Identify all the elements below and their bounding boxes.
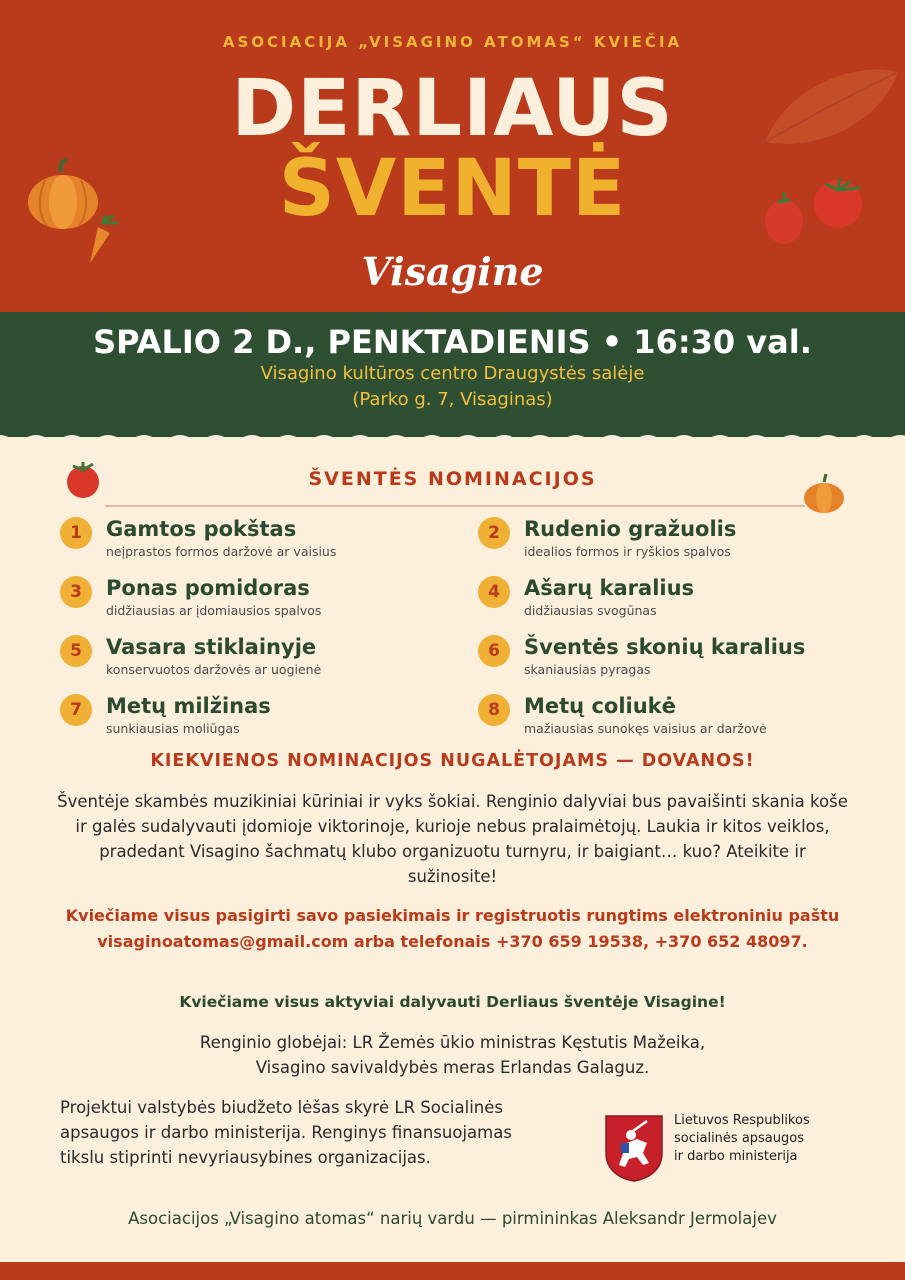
- nomination-item: [60, 692, 440, 746]
- nomination-desc: sunkiausias moliūgas: [106, 721, 240, 736]
- nomination-desc: didžiausias ar įdomiausios spalvos: [106, 603, 322, 618]
- nomination-name: Metų coliukė: [524, 694, 676, 718]
- patrons-line-1: Renginio globėjai: LR Žemės ūkio ministras Kęstutis Mažeika,: [199, 1033, 706, 1052]
- nomination-number: 1: [60, 517, 92, 549]
- nomination-number: 7: [60, 694, 92, 726]
- event-date-time: SPALIO 2 D., PENKTADIENIS • 16:30 val.: [93, 323, 812, 361]
- patrons: [0, 1030, 905, 1080]
- organizer-kicker: ASOCIACIJA „VISAGINO ATOMAS“ KVIEČIA: [222, 33, 683, 51]
- nomination-item: [478, 633, 858, 687]
- ministry-line-2: socialinės apsaugos: [674, 1131, 804, 1146]
- ministry-line-1: Lietuvos Respublikos: [674, 1113, 810, 1128]
- venue-line-1: Visagino kultūros centro Draugystės salėje: [260, 363, 645, 384]
- nomination-number: 8: [478, 694, 510, 726]
- nomination-desc: skaniausias pyragas: [524, 662, 651, 677]
- patrons-line-2: Visagino savivaldybės meras Erlandas Galaguz.: [255, 1058, 650, 1077]
- nomination-name: Ponas pomidoras: [106, 576, 310, 600]
- nomination-name: Rudenio gražuolis: [524, 517, 737, 541]
- invitation-line: Kviečiame visus aktyviai dalyvauti Derliaus šventėje Visagine!: [179, 993, 726, 1011]
- nomination-name: Gamtos pokštas: [106, 517, 297, 541]
- location-script: Visagine: [361, 249, 544, 294]
- nomination-desc: mažiausias sunokęs vaisius ar daržovė: [524, 721, 767, 736]
- signature-line: Asociacijos „Visagino atomas“ narių vardu — pirmininkas Aleksandr Jermolajev: [128, 1209, 777, 1228]
- ministry-coat-of-arms-icon: [603, 1113, 665, 1183]
- nomination-name: Šventės skonių karalius: [524, 635, 806, 659]
- nominations-divider: [105, 505, 805, 507]
- ministry-name: [674, 1112, 810, 1166]
- nomination-item: [60, 633, 440, 687]
- scalloped-divider: [0, 420, 905, 456]
- nomination-desc: idealios formos ir ryškios spalvos: [524, 544, 731, 559]
- nomination-item: [60, 574, 440, 628]
- nomination-number: 3: [60, 576, 92, 608]
- nomination-number: 4: [478, 576, 510, 608]
- nomination-number: 6: [478, 635, 510, 667]
- nomination-number: 2: [478, 517, 510, 549]
- prizes-banner: KIEKVIENOS NOMINACIJOS NUGALĖTOJAMS — DOVANOS!: [150, 751, 755, 771]
- nomination-desc: konservuotos daržovės ar uogienė: [106, 662, 322, 677]
- nomination-item: [478, 515, 858, 569]
- nomination-desc: didžiausias svogūnas: [524, 603, 657, 618]
- nomination-desc: neįprastos formos daržovė ar vaisius: [106, 544, 337, 559]
- nomination-item: [60, 515, 440, 569]
- nomination-item: [478, 692, 858, 746]
- registration-info: Kviečiame visus pasigirti savo pasiekimais ir registruotis rungtims elektroniniu paštu visaginoatomas@gmail.com arba telefonais +370 659 19538, +370 652 48097.: [65, 906, 840, 951]
- nomination-number: 5: [60, 635, 92, 667]
- nomination-item: [478, 574, 858, 628]
- nominations-title: ŠVENTĖS NOMINACIJOS: [308, 468, 597, 490]
- event-description: Šventėje skambės muzikiniai kūriniai ir vyks šokiai. Renginio dalyviai bus pavaišinti skania koše ir galės sudalyvauti įdomioje viktorinoje, kurioje nebus pralaimėtojų. Laukia ir kitos veiklos, pradedant Visagino šachmatų klubo organizuotu turnyru, ir baigiant… kuo? Ateikite ir sužinosite!: [57, 792, 848, 886]
- title-line-1: DERLIAUS: [231, 64, 674, 154]
- nomination-name: Metų milžinas: [106, 694, 271, 718]
- nomination-name: Vasara stiklainyje: [106, 635, 317, 659]
- venue-line-2: (Parko g. 7, Visaginas): [352, 389, 553, 410]
- title-line-2: ŠVENTĖ: [278, 144, 627, 234]
- bottom-bar: [0, 1262, 905, 1280]
- ministry-line-3: ir darbo ministerija: [674, 1149, 798, 1164]
- nomination-name: Ašarų karalius: [524, 576, 695, 600]
- funding-note: Projektui valstybės biudžeto lėšas skyrė LR Socialinės apsaugos ir darbo ministerija. Renginys finansuojamas tikslu stiprinti nevyriausybines organizacijas.: [60, 1098, 512, 1167]
- event-venue: [0, 361, 905, 413]
